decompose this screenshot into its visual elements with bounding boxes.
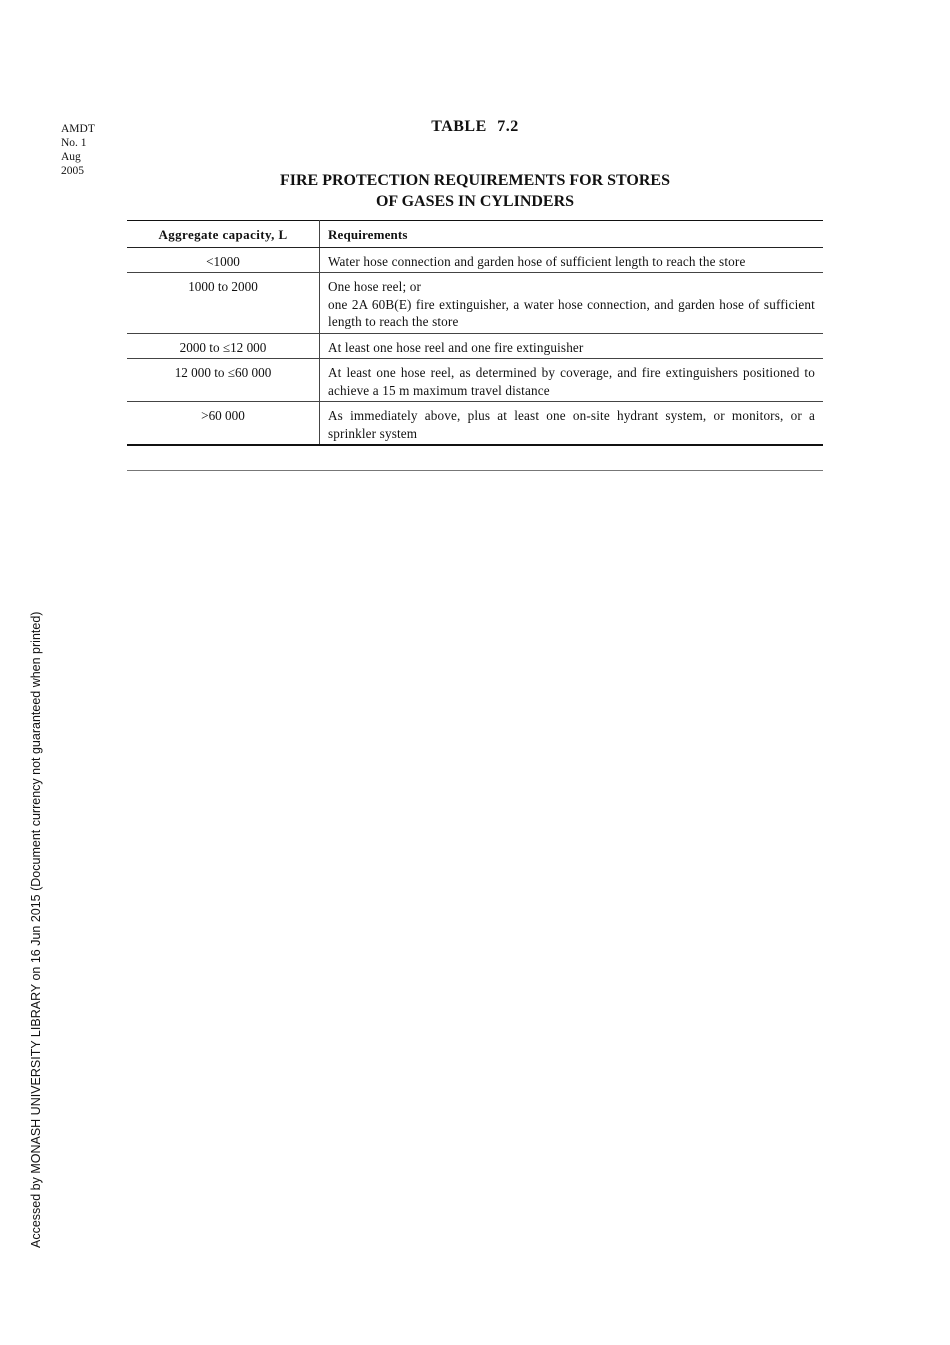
requirements-cell [320, 247, 824, 273]
access-watermark: Accessed by MONASH UNIVERSITY LIBRARY on 16 Jun 2015 (Document currency not guaranteed when printed) [29, 611, 43, 1248]
capacity-cell: 12 000 to ≤60 000 [127, 359, 320, 402]
requirements-text: Water hose connection and garden hose of sufficient length to reach the store [328, 253, 746, 269]
table-number: TABLE 7.2 [431, 118, 519, 135]
requirements-cell [320, 359, 824, 402]
requirements-cell [320, 402, 824, 446]
requirements-text: One hose reel; or [328, 279, 421, 294]
requirements-text: As immediately above, plus at least one on-site hydrant system, or monitors, or a sprinkler system [328, 408, 815, 441]
amendment-line: No. 1 [61, 137, 87, 149]
table-title-line: OF GASES IN CYLINDERS [375, 193, 575, 210]
table-row [127, 402, 823, 446]
table-title [0, 170, 950, 212]
requirements-table [127, 220, 823, 446]
footer-rule [127, 470, 823, 471]
amendment-line: AMDT [61, 123, 95, 135]
table-title-line: FIRE PROTECTION REQUIREMENTS FOR STORES [280, 172, 670, 189]
table-row [127, 359, 823, 402]
table-row [127, 273, 823, 334]
capacity-cell: <1000 [127, 247, 320, 273]
requirements-text: At least one hose reel and one fire extinguisher [328, 339, 584, 355]
capacity-cell: 1000 to 2000 [127, 273, 320, 334]
requirements-cell [320, 333, 824, 359]
table-header-row [127, 221, 823, 248]
requirements-text: one 2A 60B(E) fire extinguisher, a water hose connection, and garden hose of sufficient length to reach the store [328, 296, 815, 329]
table-row [127, 247, 823, 273]
amendment-line: 2005 [61, 165, 84, 177]
capacity-cell: 2000 to ≤12 000 [127, 333, 320, 359]
table-row [127, 333, 823, 359]
capacity-cell: >60 000 [127, 402, 320, 446]
amendment-line: Aug [61, 151, 81, 163]
header-requirements: Requirements [320, 221, 824, 248]
requirements-cell [320, 273, 824, 334]
requirements-text: At least one hose reel, as determined by coverage, and fire extinguishers positioned to achieve a 15 m maximum travel distance [328, 365, 815, 398]
header-capacity: Aggregate capacity, L [127, 221, 320, 248]
